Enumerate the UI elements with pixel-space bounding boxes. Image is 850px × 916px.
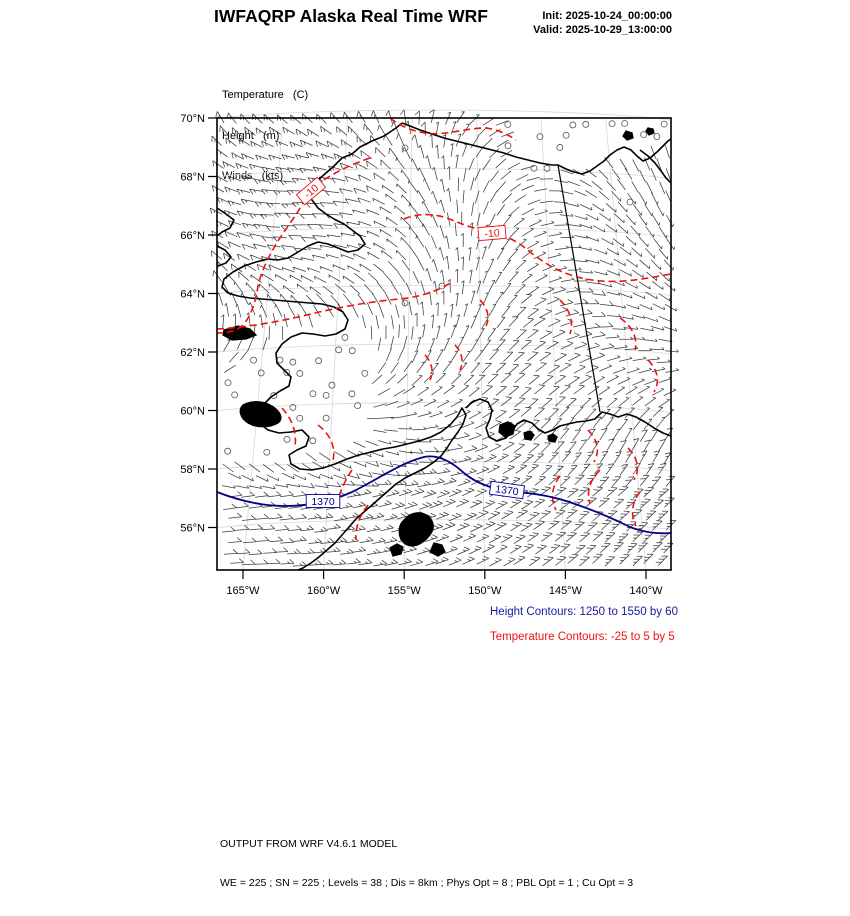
wind-barbs-layer bbox=[210, 110, 679, 567]
valid-time: Valid: 2025-10-29_13:00:00 bbox=[533, 23, 672, 36]
calm-circle bbox=[316, 358, 322, 364]
calm-circle bbox=[336, 347, 342, 353]
lon-tick-label: 160°W bbox=[307, 585, 341, 597]
contour-label-text: -10 bbox=[301, 182, 322, 202]
calm-circle bbox=[349, 348, 355, 354]
temperature-contour bbox=[620, 318, 636, 350]
temperature-contour-legend: Temperature Contours: -25 to 5 by 5 bbox=[490, 631, 675, 643]
calm-circle bbox=[264, 449, 270, 455]
axis-ticks bbox=[208, 118, 646, 579]
island bbox=[548, 434, 557, 442]
lat-tick-label: 66°N bbox=[180, 230, 205, 242]
height-contour-label bbox=[489, 481, 524, 499]
page-title: IWFAQRP Alaska Real Time WRF bbox=[214, 6, 488, 26]
calm-circle bbox=[342, 334, 348, 340]
calm-circle bbox=[297, 370, 303, 376]
island bbox=[240, 402, 281, 427]
calm-circle bbox=[297, 415, 303, 421]
calm-circle bbox=[505, 143, 511, 149]
calm-circle bbox=[277, 357, 283, 363]
calm-circle bbox=[505, 121, 511, 127]
temperature-contour bbox=[404, 215, 671, 282]
calm-circle bbox=[563, 132, 569, 138]
calm-circle bbox=[661, 121, 667, 127]
lon-tick-label: 145°W bbox=[548, 585, 582, 597]
calm-circle bbox=[329, 382, 335, 388]
calm-circle bbox=[232, 392, 238, 398]
island bbox=[430, 543, 445, 556]
calm-circle bbox=[310, 391, 316, 397]
calm-circle bbox=[225, 448, 231, 454]
calm-circle bbox=[583, 121, 589, 127]
lon-tick-label: 150°W bbox=[468, 585, 502, 597]
island bbox=[390, 544, 403, 556]
calm-circle bbox=[290, 359, 296, 365]
calm-circle bbox=[349, 391, 355, 397]
island bbox=[499, 422, 515, 437]
contour-label-text: 1370 bbox=[311, 495, 335, 508]
calm-circle bbox=[641, 132, 647, 138]
island bbox=[646, 128, 654, 135]
footer-model: OUTPUT FROM WRF V4.6.1 MODEL bbox=[220, 838, 398, 850]
calm-circle bbox=[627, 199, 633, 205]
lat-tick-label: 70°N bbox=[180, 113, 205, 125]
calm-circle bbox=[258, 370, 264, 376]
island bbox=[623, 131, 633, 140]
variable-winds: Winds (kts) bbox=[222, 170, 284, 182]
contour-label-text: -10 bbox=[483, 227, 501, 241]
calm-circle bbox=[310, 438, 316, 444]
calm-circle bbox=[323, 392, 329, 398]
calm-circle bbox=[284, 436, 290, 442]
lon-tick-label: 140°W bbox=[629, 585, 663, 597]
height-contour-label bbox=[306, 495, 340, 508]
calm-circle bbox=[570, 122, 576, 128]
calm-circle bbox=[323, 415, 329, 421]
island bbox=[399, 513, 433, 546]
calm-circle bbox=[654, 134, 660, 140]
calm-circle bbox=[251, 357, 257, 363]
temperature-contour-label bbox=[478, 225, 506, 241]
lat-tick-label: 64°N bbox=[180, 288, 205, 301]
variable-temperature: Temperature (C) bbox=[222, 89, 309, 101]
lon-tick-label: 155°W bbox=[387, 585, 421, 597]
lat-tick-label: 62°N bbox=[180, 347, 205, 359]
variable-height: Height (m) bbox=[222, 129, 280, 142]
lat-tick-label: 68°N bbox=[180, 171, 205, 184]
temperature-contour bbox=[560, 300, 572, 334]
height-contour-legend: Height Contours: 1250 to 1550 by 60 bbox=[490, 606, 678, 618]
calm-circle bbox=[609, 121, 615, 127]
calm-circle bbox=[225, 380, 231, 386]
lat-tick-label: 58°N bbox=[180, 464, 205, 476]
calm-wind-circles bbox=[225, 121, 668, 456]
temperature-contour bbox=[425, 355, 432, 380]
calm-circle bbox=[362, 370, 368, 376]
temperature-contour bbox=[633, 492, 640, 526]
footer-config: WE = 225 ; SN = 225 ; Levels = 38 ; Dis = 8km ; Phys Opt = 8 ; PBL Opt = 1 ; Cu Opt = 3 bbox=[220, 877, 634, 889]
lat-tick-label: 60°N bbox=[180, 405, 205, 418]
calm-circle bbox=[622, 121, 628, 127]
calm-circle bbox=[557, 144, 563, 150]
contour-label-text: 1370 bbox=[494, 483, 520, 499]
init-time: Init: 2025-10-24_00:00:00 bbox=[542, 10, 672, 22]
lat-tick-label: 56°N bbox=[180, 522, 205, 535]
lon-tick-label: 165°W bbox=[226, 585, 260, 597]
model-footer bbox=[220, 812, 633, 916]
temperature-contour bbox=[455, 345, 462, 370]
